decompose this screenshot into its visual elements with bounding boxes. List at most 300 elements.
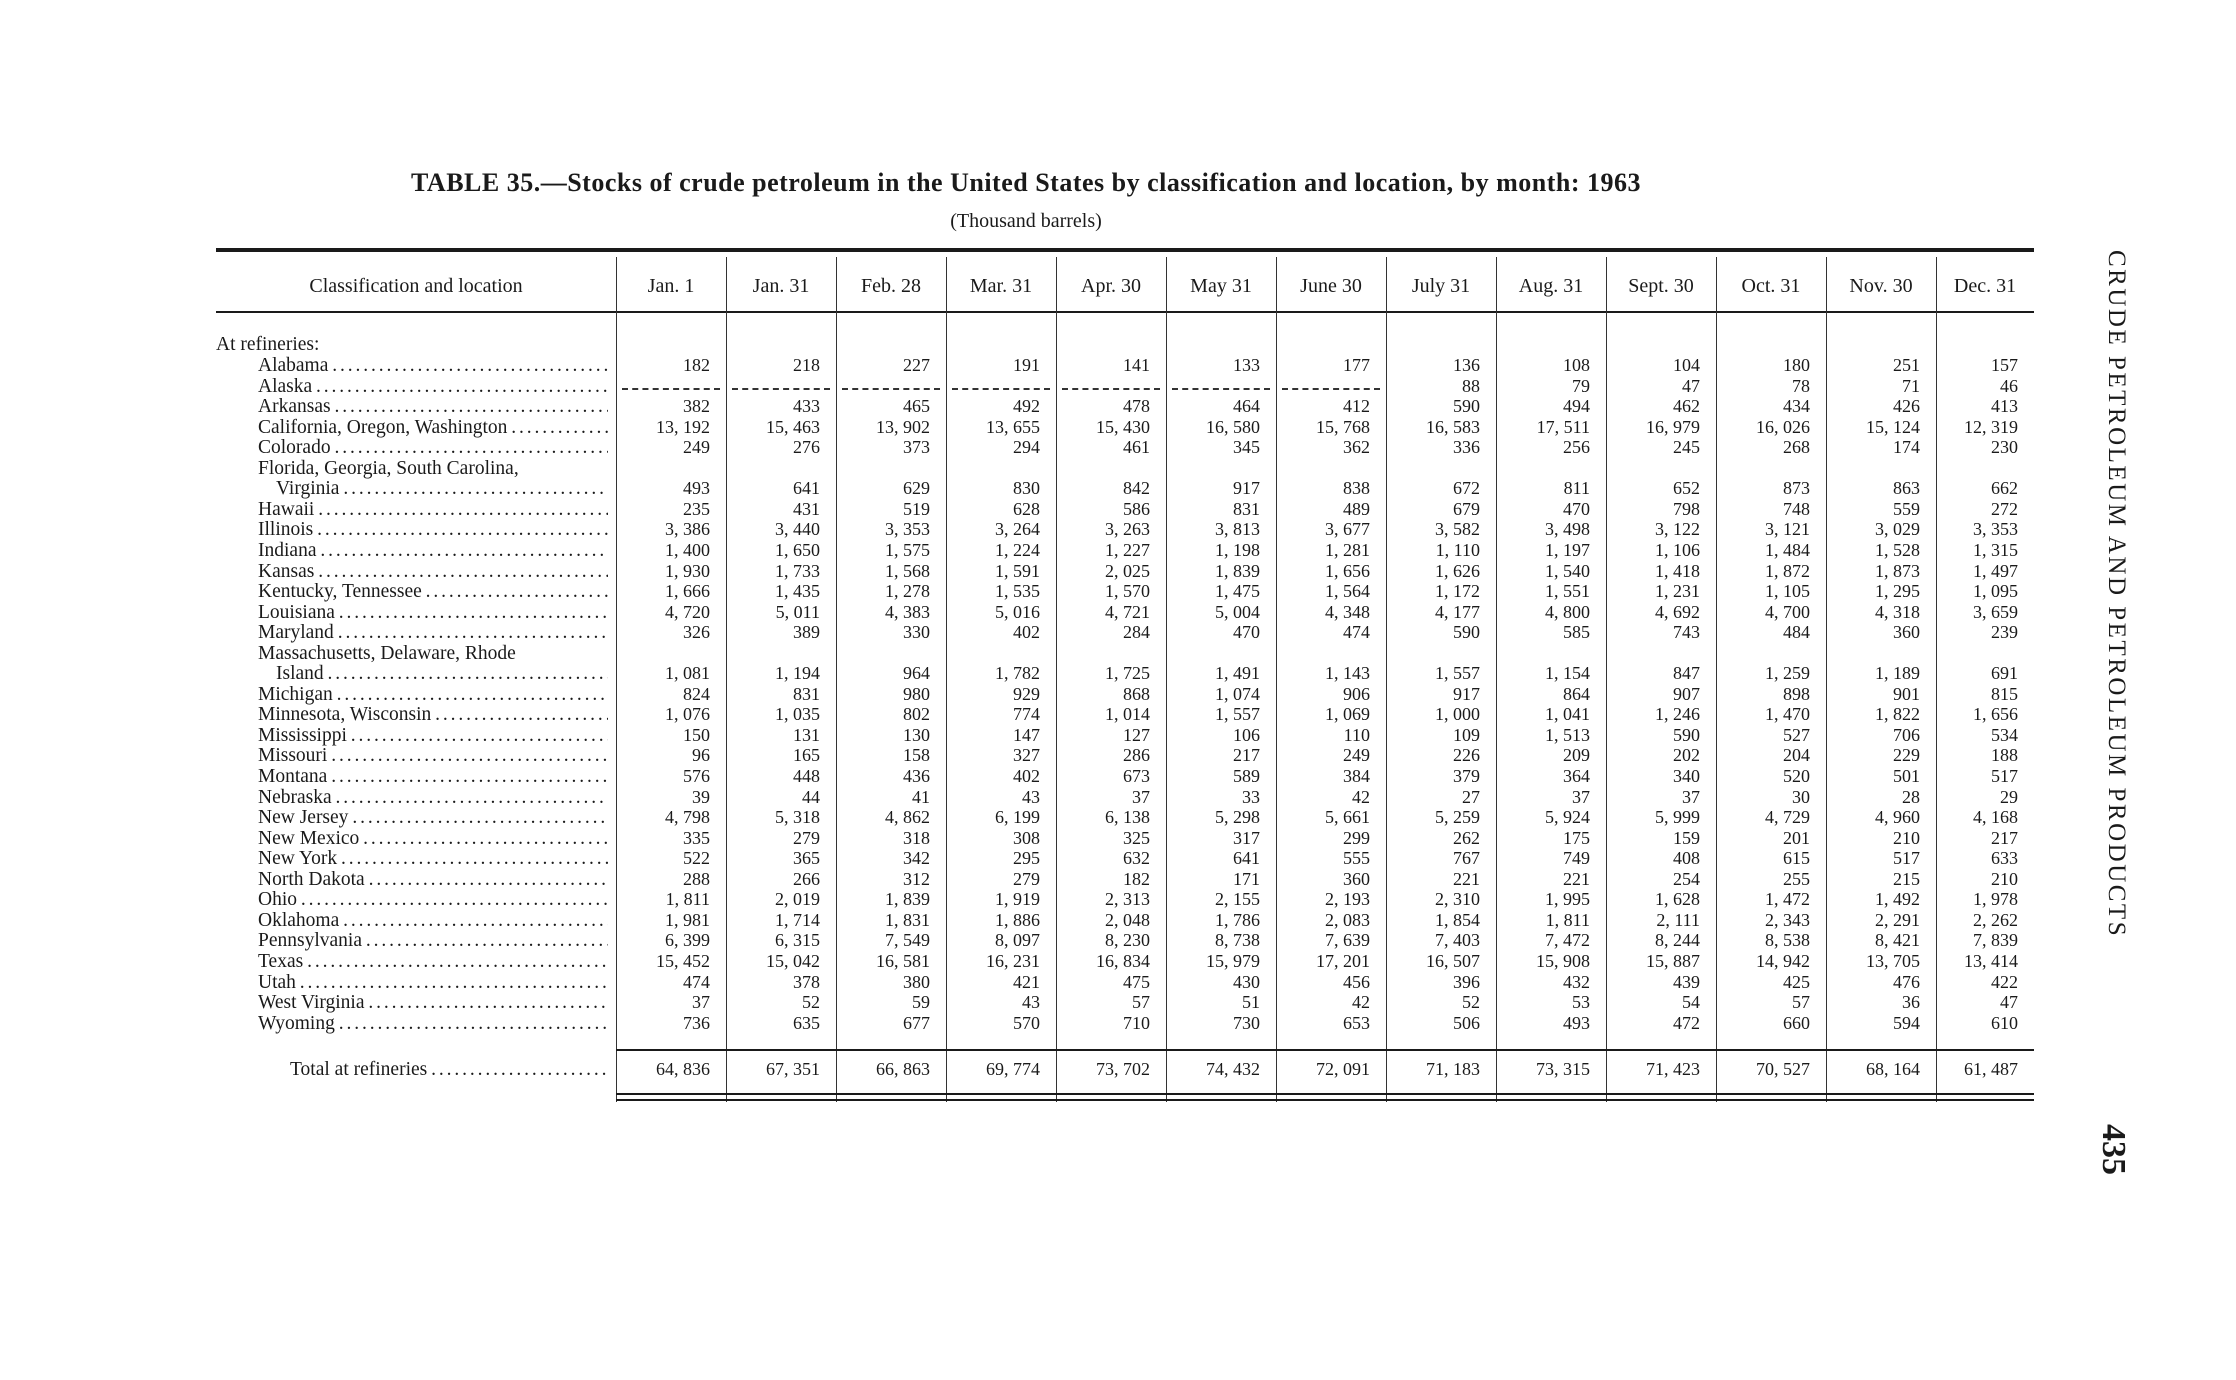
table-cell: 37 [1572,786,1590,807]
table-cell: 294 [1013,437,1040,458]
table-cell: 360 [1893,622,1920,643]
row-label: Kansas . . . [258,561,608,582]
table-cell: 279 [793,827,820,848]
table-cell: 710 [1123,1012,1150,1033]
table-cell: 43 [1022,786,1040,807]
table-cell: 402 [1013,622,1040,643]
table-cell: 492 [1013,396,1040,417]
table-cell: 629 [903,478,930,499]
table-cell: 1, 591 [995,560,1040,581]
table-cell: 1, 074 [1215,683,1260,704]
table-cell: 362 [1343,437,1370,458]
table-cell: 1, 811 [665,889,710,910]
table-cell: 430 [1233,971,1260,992]
table-cell: 1, 513 [1545,724,1590,745]
table-cell: 559 [1893,498,1920,519]
row-label: Mississippi . . . [258,725,608,746]
table-cell: 590 [1453,396,1480,417]
table-cell: 3, 440 [775,519,820,540]
table-cell: 1, 497 [1973,560,2018,581]
table-cell: 3, 121 [1765,519,1810,540]
table-cell: 615 [1783,848,1810,869]
table-cell: 59 [912,992,930,1013]
table-cell: 380 [903,971,930,992]
table-cell: 8, 097 [995,930,1040,951]
table-cell: 917 [1453,683,1480,704]
table-cell: 318 [903,827,930,848]
table-cell: 364 [1563,766,1590,786]
table-cell: 226 [1453,745,1480,766]
table-cell: 863 [1893,478,1920,499]
column-header: July 31 [1411,275,1471,297]
table-cell: 901 [1893,683,1920,704]
table-cell: 7, 549 [885,930,930,951]
table-cell: 1, 014 [1105,704,1150,725]
table-cell: 6, 399 [665,930,710,951]
table-cell: 586 [1123,498,1150,519]
table-cell: 2, 083 [1325,909,1370,930]
table-cell: 191 [1013,355,1040,375]
table-cell: 47 [1682,375,1700,396]
table-cell: 570 [1013,1012,1040,1033]
table-cell: 12, 319 [1964,416,2018,437]
table-cell: 165 [793,745,820,766]
table-cell: 1, 666 [665,581,710,602]
table-cell: 96 [692,745,710,766]
table-subtitle: (Thousand barrels) [950,210,1102,232]
table-cell: 802 [903,704,930,725]
table-cell: 288 [683,868,710,889]
table-cell: 14, 942 [1756,950,1810,971]
table-cell: 520 [1783,766,1810,786]
table-cell: 16, 583 [1426,416,1480,437]
table-cell: 7, 639 [1325,930,1370,951]
table-cell: 660 [1783,1012,1810,1033]
table-cell: 1, 557 [1435,663,1480,684]
table-cell: 964 [903,663,930,684]
table-cell: 576 [683,766,710,786]
table-cell: 1, 081 [665,663,710,684]
table-cell: 413 [1991,396,2018,417]
table-cell: 815 [1991,683,2018,704]
table-cell: 16, 026 [1756,416,1810,437]
table-cell: 743 [1673,622,1700,643]
table-cell: 632 [1123,848,1150,869]
table-cell: 308 [1013,827,1040,848]
table-cell: 4, 318 [1875,601,1920,622]
table-cell: 432 [1563,971,1590,992]
table-cell: 1, 197 [1545,539,1590,560]
table-cell: 15, 979 [1206,950,1260,971]
row-label: Ohio . . . [258,889,608,910]
table-cell: 679 [1453,498,1480,519]
table-cell: 204 [1783,745,1810,766]
table-cell: 3, 353 [885,519,930,540]
table-cell: 489 [1343,498,1370,519]
table-cell: 262 [1453,827,1480,848]
table-cell: 1, 041 [1545,704,1590,725]
column-header: Jan. 1 [647,275,695,297]
table-cell: 15, 463 [766,416,820,437]
total-cell: 71, 183 [1426,1059,1480,1079]
table-cell: 677 [903,1012,930,1033]
table-cell: 774 [1013,704,1040,725]
table-cell: 736 [683,1012,710,1033]
table-cell: 1, 295 [1875,581,1920,602]
table-cell: 555 [1343,848,1370,869]
row-label: Missouri . . . [258,745,608,766]
table-cell: 7, 839 [1973,930,2018,951]
table-cell: 831 [1233,498,1260,519]
table-cell: 519 [903,498,930,519]
table-cell: 748 [1783,498,1810,519]
table-cell: 590 [1453,622,1480,643]
table-cell: 373 [903,437,930,458]
table-cell: 1, 564 [1325,581,1370,602]
table-cell: 71 [1902,375,1920,396]
table-cell: 295 [1013,848,1040,869]
table-cell: 37 [692,992,710,1013]
table-cell: 426 [1893,396,1920,417]
table-cell: 5, 298 [1215,807,1260,828]
table-cell: 501 [1893,766,1920,786]
table-cell: 251 [1893,355,1920,375]
table-cell: 1, 472 [1765,889,1810,910]
table-cell: 365 [793,848,820,869]
table-cell: 2, 155 [1215,889,1260,910]
table-cell: 691 [1991,663,2018,684]
table-cell: 517 [1893,848,1920,869]
table-cell: 1, 628 [1655,889,1700,910]
row-label: Illinois . . . [258,519,608,540]
table-cell: 325 [1123,827,1150,848]
table-cell: 78 [1792,375,1810,396]
table-cell: 484 [1783,622,1810,643]
table-cell: 286 [1123,745,1150,766]
table-cell: 3, 582 [1435,519,1480,540]
column-header: June 30 [1300,275,1362,297]
table-cell: 182 [1123,868,1150,889]
table-cell: 847 [1673,663,1700,684]
row-label: Oklahoma . . . [258,910,608,931]
table-cell: 478 [1123,396,1150,417]
table-cell: 402 [1013,766,1040,786]
column-header: Apr. 30 [1081,275,1141,297]
table-cell: 3, 498 [1545,519,1590,540]
table-cell: 182 [683,355,710,375]
total-cell: 73, 315 [1536,1059,1590,1079]
table-cell: 1, 557 [1215,704,1260,725]
table-cell: 51 [1242,992,1260,1013]
table-cell: 52 [802,992,820,1013]
table-cell: 1, 231 [1655,581,1700,602]
table-cell: 590 [1673,724,1700,745]
table-cell: 16, 231 [986,950,1040,971]
table-cell: 88 [1462,375,1480,396]
table-cell: 17, 201 [1316,950,1370,971]
table-cell: 255 [1783,868,1810,889]
table-cell: 594 [1893,1012,1920,1033]
table-cell: 227 [903,355,930,375]
table-cell: 16, 979 [1646,416,1700,437]
table-cell: 53 [1572,992,1590,1013]
table-cell: 108 [1563,355,1590,375]
table-cell: 42 [1352,786,1370,807]
table-cell: 433 [793,396,820,417]
table-cell: 180 [1783,355,1810,375]
table-cell: 218 [793,355,820,375]
table-cell: 1, 189 [1875,663,1920,684]
table-cell: 4, 721 [1105,601,1150,622]
table-cell: 1, 095 [1973,581,2018,602]
table-cell: 470 [1563,498,1590,519]
table-cell: 8, 538 [1765,930,1810,951]
table-cell: 831 [793,683,820,704]
table-cell: 1, 535 [995,581,1040,602]
row-label: New Mexico . . . [258,828,608,849]
table-cell: 842 [1123,478,1150,499]
table-cell: 174 [1893,437,1920,458]
table-cell: 1, 110 [1435,539,1480,560]
table-cell: 1, 978 [1973,889,2018,910]
table-cell: 39 [692,786,710,807]
table-cell: 589 [1233,766,1260,786]
table-cell: 534 [1991,724,2018,745]
table-cell: 209 [1563,745,1590,766]
table-cell: 175 [1563,827,1590,848]
table-cell: 1, 725 [1105,663,1150,684]
table-cell: 57 [1792,992,1810,1013]
table-cell: 3, 813 [1215,519,1260,540]
table-cell: 3, 386 [665,519,710,540]
table-cell: 47 [2000,992,2018,1013]
table-cell: 130 [903,724,930,745]
table-cell: 79 [1572,375,1590,396]
table-cell: 873 [1783,478,1810,499]
table-cell: 610 [1991,1012,2018,1033]
table-cell: 641 [1233,848,1260,869]
table-cell: 4, 720 [665,601,710,622]
total-label: Total at refineries . . . [290,1059,608,1080]
table-cell: 1, 000 [1435,704,1480,725]
table-cell: 33 [1242,786,1260,807]
table-cell: 44 [802,786,820,807]
table-cell: 864 [1563,683,1590,704]
total-cell: 73, 702 [1096,1059,1150,1079]
table-cell: 1, 930 [665,560,710,581]
table-cell: 109 [1453,724,1480,745]
table-cell: 5, 924 [1545,807,1590,828]
table-cell: 41 [912,786,930,807]
table-cell: 171 [1233,868,1260,889]
table-cell: 1, 227 [1105,539,1150,560]
table-cell: 1, 528 [1875,539,1920,560]
table-cell: 279 [1013,868,1040,889]
table-cell: 13, 655 [986,416,1040,437]
row-label: Florida, Georgia, South Carolina, [258,457,519,479]
table-cell: 221 [1453,868,1480,889]
table-cell: 29 [2000,786,2018,807]
table-cell: 5, 999 [1655,807,1700,828]
table-cell: 1, 714 [775,909,820,930]
table-cell: 517 [1991,766,2018,786]
table-cell: 653 [1343,1012,1370,1033]
table-cell: 46 [2000,375,2018,396]
row-label: Wyoming . . . [258,1013,608,1034]
table-cell: 1, 872 [1765,560,1810,581]
table-cell: 37 [1682,786,1700,807]
table-cell: 8, 421 [1875,930,1920,951]
table-cell: 272 [1991,498,2018,519]
table-cell: 158 [903,745,930,766]
table-cell: 1, 069 [1325,704,1370,725]
table-cell: 7, 472 [1545,930,1590,951]
table-cell: 3, 353 [1973,519,2018,540]
table-cell: 641 [793,478,820,499]
table-cell: 1, 656 [1325,560,1370,581]
section-label: At refineries: [216,334,320,355]
row-label: Pennsylvania . . . [258,930,608,951]
table-cell: 1, 854 [1435,909,1480,930]
row-label: Arkansas . . . [258,396,608,417]
table-cell: 1, 839 [885,889,930,910]
row-label: Maryland . . . [258,622,608,643]
table-cell: 177 [1343,355,1370,375]
page-number: 435 [2095,1124,2132,1175]
running-header: CRUDE PETROLEUM AND PETROLEUM PRODUCTS [2103,250,2130,939]
table-cell: 136 [1453,355,1480,375]
table-cell: 13, 414 [1964,950,2018,971]
table-cell: 1, 811 [1545,909,1590,930]
table-cell: 412 [1343,396,1370,417]
table-cell: 8, 244 [1655,930,1700,951]
table-cell: 2, 193 [1325,889,1370,910]
row-label: Utah . . . [258,972,608,993]
table-cell: 133 [1233,355,1260,375]
row-label-continued: Island . . . [276,663,608,684]
table-cell: 3, 263 [1105,519,1150,540]
column-header: May 31 [1190,275,1252,297]
table-cell: 4, 862 [885,807,930,828]
total-cell: 69, 774 [986,1059,1040,1079]
table-cell: 284 [1123,622,1150,643]
table-cell: 235 [683,498,710,519]
row-label: North Dakota . . . [258,869,608,890]
table-cell: 2, 025 [1105,560,1150,581]
table-cell: 43 [1022,992,1040,1013]
table-cell: 217 [1233,745,1260,766]
table-cell: 1, 626 [1435,560,1480,581]
row-label: Alabama . . . [258,355,608,376]
table-cell: 1, 106 [1655,539,1700,560]
table-cell: 1, 035 [775,704,820,725]
table-cell: 494 [1563,396,1590,417]
table-cell: 652 [1673,478,1700,499]
table-cell: 1, 198 [1215,539,1260,560]
table-cell: 456 [1343,971,1370,992]
table-cell: 1, 435 [775,581,820,602]
table-cell: 1, 886 [995,909,1040,930]
table-cell: 811 [1563,478,1590,499]
table-cell: 462 [1673,396,1700,417]
row-label: Michigan . . . [258,684,608,705]
table-cell: 2, 019 [775,889,820,910]
table-cell: 798 [1673,498,1700,519]
table-cell: 5, 259 [1435,807,1480,828]
table-cell: 28 [1902,786,1920,807]
table-cell: 527 [1783,724,1810,745]
table-cell: 1, 475 [1215,581,1260,602]
row-label: Kentucky, Tennessee . . . [258,581,608,602]
empty-cell-leader [622,388,720,390]
table-cell: 4, 168 [1973,807,2018,828]
table-cell: 330 [903,622,930,643]
table-cell: 1, 470 [1765,704,1810,725]
table-cell: 838 [1343,478,1370,499]
table-cell: 673 [1123,766,1150,786]
table-cell: 730 [1233,1012,1260,1033]
table-cell: 17, 511 [1536,416,1590,437]
table-cell: 6, 138 [1105,807,1150,828]
table-cell: 493 [683,478,710,499]
table-cell: 229 [1893,745,1920,766]
table-cell: 2, 343 [1765,909,1810,930]
table-cell: 131 [793,724,820,745]
table-cell: 635 [793,1012,820,1033]
table-cell: 4, 700 [1765,601,1810,622]
table-cell: 898 [1783,683,1810,704]
table-cell: 5, 661 [1325,807,1370,828]
column-header: Sept. 30 [1628,275,1694,297]
table-cell: 57 [1132,992,1150,1013]
table-cell: 276 [793,437,820,458]
table-cell: 27 [1462,786,1480,807]
table-cell: 1, 570 [1105,581,1150,602]
table-cell: 422 [1991,971,2018,992]
row-label: New York . . . [258,848,608,869]
table-cell: 1, 822 [1875,704,1920,725]
table-cell: 474 [1343,622,1370,643]
total-cell: 71, 423 [1646,1059,1700,1079]
table-cell: 436 [903,766,930,786]
table-cell: 8, 230 [1105,930,1150,951]
header-rule [216,311,2034,313]
table-cell: 2, 048 [1105,909,1150,930]
table-cell: 254 [1673,868,1700,889]
table-cell: 141 [1123,355,1150,375]
table-cell: 13, 705 [1866,950,1920,971]
table-cell: 215 [1893,868,1920,889]
table-cell: 5, 011 [775,601,820,622]
table-cell: 5, 004 [1215,601,1260,622]
table-cell: 299 [1343,827,1370,848]
table-cell: 2, 291 [1875,909,1920,930]
row-label: Massachusetts, Delaware, Rhode [258,642,516,664]
table-cell: 522 [683,848,710,869]
table-cell: 127 [1123,724,1150,745]
total-cell: 66, 863 [876,1059,930,1079]
table-cell: 13, 192 [656,416,710,437]
top-rule [216,248,2034,252]
table-cell: 15, 887 [1646,950,1700,971]
table-cell: 396 [1453,971,1480,992]
empty-cell-leader [842,388,940,390]
table-cell: 4, 729 [1765,807,1810,828]
total-rule [616,1099,2034,1101]
table-cell: 1, 786 [1215,909,1260,930]
table-cell: 256 [1563,437,1590,458]
table-cell: 104 [1673,355,1700,375]
